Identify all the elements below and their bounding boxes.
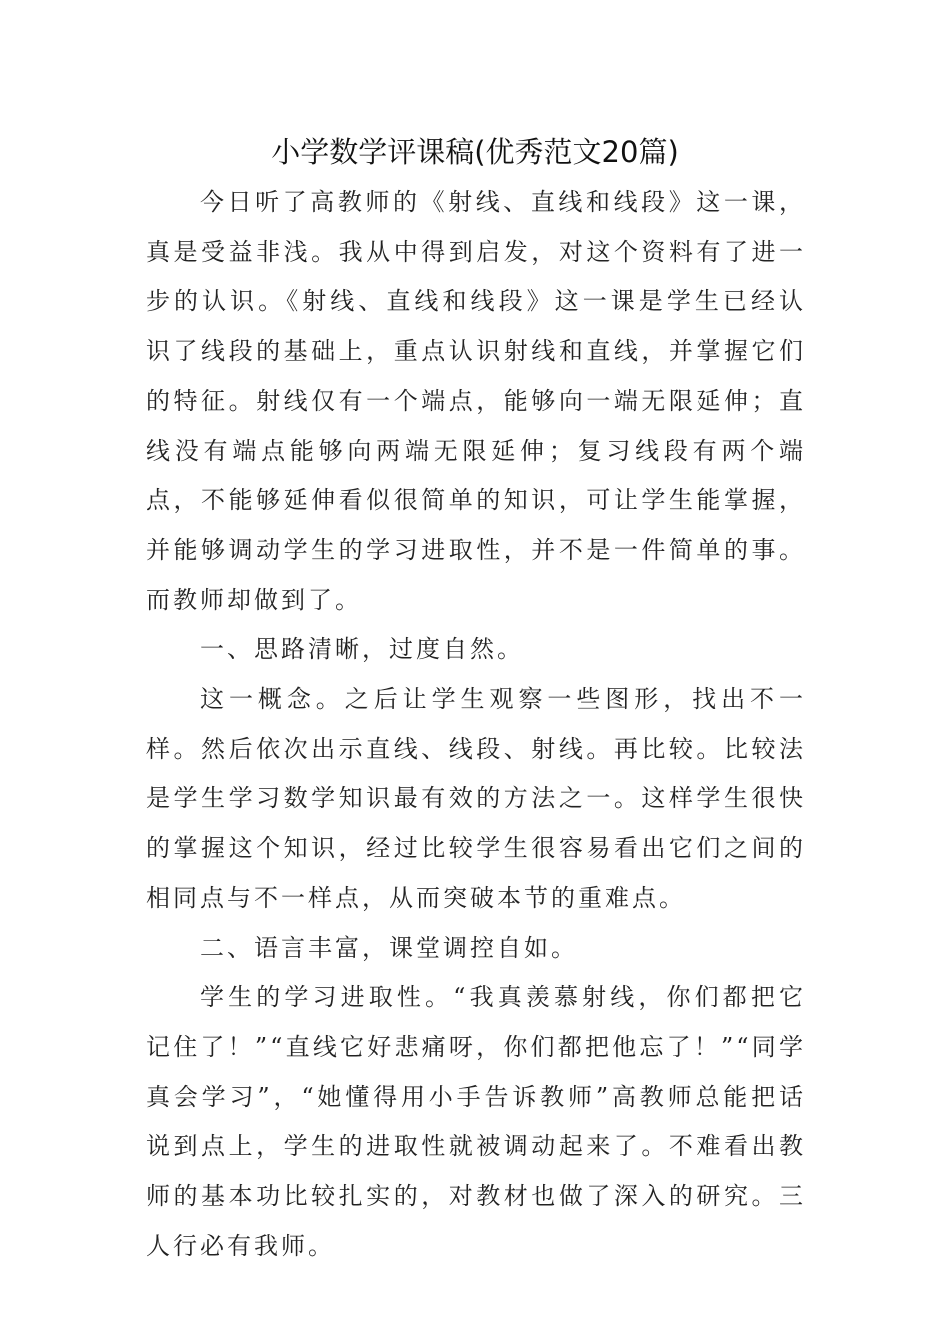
paragraph-heading-one: 一、思路清晰，过度自然。 [200,635,524,664]
paragraph-section-two: 学生的学习进取性。“我真羡慕射线，你们都把它记住了！”“直线它好悲痛呀，你们都把他忘了！”“同学真会学习”，“她懂得用小手告诉教师”高教师总能把话说到点上，学生的进取性就被调动起来了。不难看出教师的基本功比较扎实的，对教材也做了深入的研究。三人行必有我师。 [146,983,806,1260]
paragraph-intro: 今日听了高教师的《射线、直线和线段》这一课，真是受益非浅。我从中得到启发，对这个资料有了进一步的认识。《射线、直线和线段》这一课是学生已经认识了线段的基础上，重点认识射线和直线，并掌握它们的特征。射线仅有一个端点，能够向一端无限延伸；直线没有端点能够向两端无限延伸；复习线段有两个端点，不能够延伸看似很简单的知识，可让学生能掌握，并能够调动学生的学习进取性，并不是一件简单的事。而教师却做到了。 [146,188,806,614]
paragraph-section-one: 这一概念。之后让学生观察一些图形，找出不一样。然后依次出示直线、线段、射线。再比较。比较法是学生学习数学知识最有效的方法之一。这样学生很快的掌握这个知识，经过比较学生很容易看出它们之间的相同点与不一样点，从而突破本节的重难点。 [146,685,806,912]
paragraph-heading-two: 二、语言丰富，课堂调控自如。 [200,933,578,962]
document-body [146,178,806,1271]
document-title: 小学数学评课稿(优秀范文20篇) [271,135,679,169]
